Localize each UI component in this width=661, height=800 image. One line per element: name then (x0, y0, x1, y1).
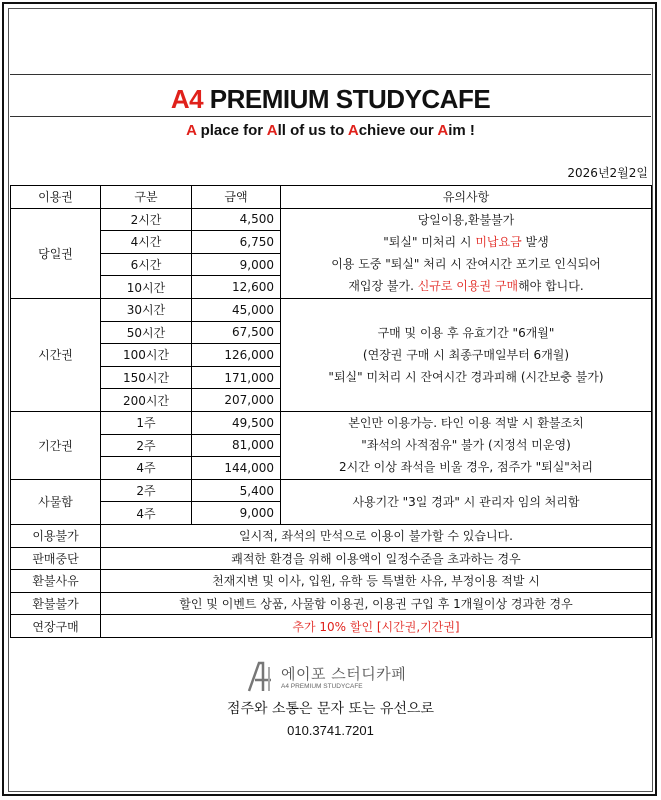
price-table (10, 185, 652, 638)
duration-cell: 1주 (101, 411, 192, 434)
note-line (281, 275, 651, 297)
price-cell: 49,500 (192, 411, 281, 434)
duration-cell: 2주 (101, 479, 192, 502)
price-cell: 81,000 (192, 434, 281, 457)
slogan-initial: A (347, 122, 359, 139)
title-bottom-rule (10, 116, 651, 117)
slogan-initial: A (186, 122, 197, 139)
slogan-text: im ! (448, 122, 475, 139)
price-cell: 45,000 (192, 298, 281, 321)
note-line (281, 209, 651, 231)
note-line (281, 322, 651, 344)
table-row (11, 298, 652, 321)
duration-cell: 6시간 (101, 253, 192, 276)
duration-cell: 10시간 (101, 276, 192, 299)
logo-subtext: A4 PREMIUM STUDYCAFE (281, 683, 363, 690)
policy-text: 일시적, 좌석의 만석으로 이용이 불가할 수 있습니다. (101, 524, 652, 547)
duration-cell: 100시간 (101, 344, 192, 367)
table-header-row (11, 186, 652, 209)
ticket-type: 사물함 (11, 479, 101, 524)
price-cell: 144,000 (192, 457, 281, 480)
note-text: 재입장 불가. (348, 279, 418, 294)
price-cell: 9,000 (192, 253, 281, 276)
duration-cell: 50시간 (101, 321, 192, 344)
note-line (281, 366, 651, 388)
note-text: 구매 및 이용 후 유효기간 "6개월" (377, 325, 555, 340)
price-cell: 6,750 (192, 231, 281, 254)
note-text: "퇴실" 미처리 시 (383, 235, 476, 250)
note-text: "퇴실" 미처리 시 잔여시간 경과피해 (시간보충 불가) (328, 369, 604, 384)
notice-date: 2026년2월2일 (567, 166, 648, 180)
policy-label: 환불사유 (11, 570, 101, 593)
page-title (0, 84, 661, 115)
policy-row (11, 570, 652, 593)
note-line (281, 231, 651, 253)
note-line (281, 253, 651, 275)
policy-text: 쾌적한 환경을 위해 이용액이 일정수준을 초과하는 경우 (101, 547, 652, 570)
slogan-initial: A (437, 122, 449, 139)
title-mark: A4 (170, 84, 204, 114)
ticket-type: 시간권 (11, 298, 101, 411)
note-text: 발생 (521, 235, 549, 250)
price-cell: 207,000 (192, 389, 281, 412)
note-highlight: 신규로 이용권 구매 (417, 279, 519, 294)
note-text: "좌석의 사적점유" 불가 (지정석 미운영) (361, 438, 571, 453)
note-highlight: 미납요금 (475, 235, 522, 250)
notes-cell (281, 479, 652, 524)
note-text: 사용기간 "3일 경과" 시 관리자 임의 처리함 (352, 494, 580, 509)
note-text: 본인만 이용가능. 타인 이용 적발 시 환불조치 (348, 416, 584, 431)
duration-cell: 30시간 (101, 298, 192, 321)
note-line (281, 434, 651, 456)
policy-row (11, 592, 652, 615)
price-cell: 12,600 (192, 276, 281, 299)
note-text: (연장권 구매 시 최종구매일부터 6개월) (362, 347, 570, 362)
duration-cell: 4주 (101, 457, 192, 480)
policy-label: 판매중단 (11, 547, 101, 570)
slogan-initial: A (266, 122, 278, 139)
duration-cell: 4주 (101, 502, 192, 525)
note-text: 해야 합니다. (518, 279, 584, 294)
ticket-type: 기간권 (11, 411, 101, 479)
price-cell: 5,400 (192, 479, 281, 502)
table-row (11, 479, 652, 502)
phone-number[interactable]: 010.3741.7201 (287, 723, 374, 738)
policy-label: 연장구매 (11, 615, 101, 638)
policy-row (11, 615, 652, 638)
note-text: 2시간 이상 좌석을 비울 경우, 점주가 "퇴실"처리 (338, 460, 594, 475)
column-header: 유의사항 (281, 186, 652, 209)
slogan-text: ll of us to (277, 122, 348, 139)
column-header: 이용권 (11, 186, 101, 209)
policy-row (11, 524, 652, 547)
a4-logo-icon (247, 661, 275, 693)
price-cell: 67,500 (192, 321, 281, 344)
column-header: 금액 (192, 186, 281, 209)
logo-text: 에이포 스터디카페 (281, 665, 407, 683)
note-line (281, 344, 651, 366)
notes-cell (281, 298, 652, 411)
policy-text: 할인 및 이벤트 상품, 사물함 이용권, 이용권 구입 후 1개월이상 경과한 경우 (101, 592, 652, 615)
policy-label: 환불불가 (11, 592, 101, 615)
notes-cell (281, 411, 652, 479)
contact-note: 점주와 소통은 문자 또는 유선으로 (226, 701, 435, 717)
policy-label: 이용불가 (11, 524, 101, 547)
title-top-rule (10, 74, 651, 75)
note-line (281, 456, 651, 478)
brand-logo (247, 661, 417, 695)
note-text: 당일이용,환불불가 (417, 213, 515, 228)
price-cell: 9,000 (192, 502, 281, 525)
price-cell: 126,000 (192, 344, 281, 367)
column-header: 구분 (101, 186, 192, 209)
duration-cell: 4시간 (101, 231, 192, 254)
policy-row (11, 547, 652, 570)
slogan-text: place for (196, 122, 267, 139)
duration-cell: 150시간 (101, 366, 192, 389)
table-row (11, 208, 652, 231)
duration-cell: 2주 (101, 434, 192, 457)
notes-cell (281, 208, 652, 298)
duration-cell: 2시간 (101, 208, 192, 231)
price-cell: 4,500 (192, 208, 281, 231)
slogan-text: chieve our (358, 122, 438, 139)
slogan (0, 122, 661, 139)
duration-cell: 200시간 (101, 389, 192, 412)
policy-text: 추가 10% 할인 [시간권,기간권] (101, 615, 652, 638)
table-row (11, 411, 652, 434)
policy-text: 천재지변 및 이사, 입원, 유학 등 특별한 사유, 부정이용 적발 시 (101, 570, 652, 593)
price-cell: 171,000 (192, 366, 281, 389)
note-line (281, 412, 651, 434)
note-line (281, 491, 651, 513)
ticket-type: 당일권 (11, 208, 101, 298)
title-rest: PREMIUM STUDYCAFE (203, 84, 491, 114)
note-text: 이용 도중 "퇴실" 처리 시 잔여시간 포기로 인식되어 (331, 257, 601, 272)
